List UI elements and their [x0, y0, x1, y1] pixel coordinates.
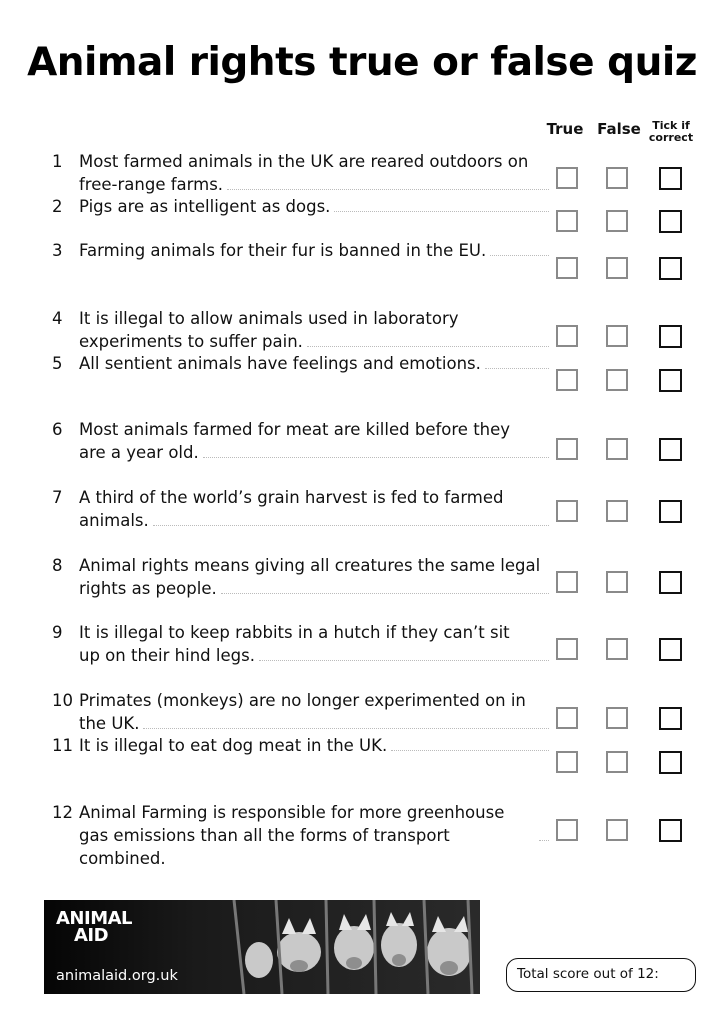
- question-text-line1: Most animals farmed for meat are killed before they: [79, 420, 511, 439]
- question-text: [79, 352, 549, 375]
- false-checkbox[interactable]: [606, 167, 628, 189]
- false-checkbox[interactable]: [606, 707, 628, 729]
- question-text-line2: [79, 577, 549, 600]
- question-number: 8: [52, 556, 63, 575]
- true-checkbox[interactable]: [556, 500, 578, 522]
- logo-line2: AID: [74, 925, 109, 946]
- question-number: 5: [52, 354, 63, 373]
- false-checkbox[interactable]: [606, 751, 628, 773]
- website-link[interactable]: animalaid.org.uk: [56, 968, 178, 984]
- question-text-line2-label: Farming animals for their fur is banned in the EU.: [79, 241, 487, 260]
- question-number: 10: [52, 691, 73, 710]
- false-checkbox[interactable]: [606, 571, 628, 593]
- correct-checkbox[interactable]: [659, 571, 682, 594]
- false-checkbox[interactable]: [606, 210, 628, 232]
- question-text: [79, 554, 549, 600]
- question-text-line2-label: animals.: [79, 511, 149, 530]
- correct-checkbox[interactable]: [659, 257, 682, 280]
- question-text-line1: Most farmed animals in the UK are reared outdoors on: [79, 152, 529, 171]
- question-text-line1: It is illegal to allow animals used in laboratory: [79, 309, 459, 328]
- question-text: [79, 689, 549, 735]
- question-text-line2: [79, 441, 549, 464]
- true-checkbox[interactable]: [556, 819, 578, 841]
- dotted-leader: [490, 254, 549, 256]
- question-text: [79, 486, 549, 532]
- true-checkbox[interactable]: [556, 707, 578, 729]
- question-text: [79, 150, 549, 196]
- question-text: [79, 239, 549, 262]
- correct-checkbox[interactable]: [659, 819, 682, 842]
- correct-checkbox[interactable]: [659, 638, 682, 661]
- tick-header-line2: correct: [648, 131, 694, 144]
- correct-checkbox[interactable]: [659, 325, 682, 348]
- true-column-header: True: [546, 120, 584, 138]
- question-text-line2-label: rights as people.: [79, 579, 217, 598]
- false-column-header: False: [597, 120, 641, 138]
- question-text-line2-label: free-range farms.: [79, 175, 224, 194]
- question-text: [79, 307, 549, 353]
- false-checkbox[interactable]: [606, 500, 628, 522]
- question-number: 6: [52, 420, 63, 439]
- question-number: 1: [52, 152, 63, 171]
- question-text-line1: Animal rights means giving all creatures the same legal: [79, 556, 541, 575]
- dotted-leader: [307, 345, 549, 347]
- true-checkbox[interactable]: [556, 438, 578, 460]
- question-text-line1: Animal Farming is responsible for more greenhouse: [79, 803, 505, 822]
- logo-line1: ANIMAL: [56, 908, 133, 929]
- question-text-line2-label: All sentient animals have feelings and emotions.: [79, 354, 481, 373]
- correct-checkbox[interactable]: [659, 369, 682, 392]
- question-text-line2-label: the UK.: [79, 714, 140, 733]
- dotted-leader: [391, 749, 549, 751]
- question-text-line2: [79, 712, 549, 735]
- correct-checkbox[interactable]: [659, 751, 682, 774]
- question-number: 12: [52, 803, 73, 822]
- question-text-line2: [79, 173, 549, 196]
- question-text-line2: [79, 734, 549, 757]
- false-checkbox[interactable]: [606, 438, 628, 460]
- true-checkbox[interactable]: [556, 257, 578, 279]
- false-checkbox[interactable]: [606, 257, 628, 279]
- question-text: [79, 801, 549, 870]
- question-text-line2-label: up on their hind legs.: [79, 646, 255, 665]
- dotted-leader: [203, 456, 549, 458]
- dotted-leader: [153, 524, 549, 526]
- correct-checkbox[interactable]: [659, 500, 682, 523]
- question-text-line2: [79, 824, 549, 870]
- question-text-line2: [79, 352, 549, 375]
- dotted-leader: [143, 727, 549, 729]
- question-text-line2-label: It is illegal to eat dog meat in the UK.: [79, 736, 388, 755]
- question-text-line1: A third of the world’s grain harvest is fed to farmed: [79, 488, 504, 507]
- question-text-line2: [79, 509, 549, 532]
- question-text-line1: Primates (monkeys) are no longer experimented on in: [79, 691, 526, 710]
- true-checkbox[interactable]: [556, 325, 578, 347]
- question-text-line2-label: are a year old.: [79, 443, 199, 462]
- question-text: [79, 734, 549, 757]
- question-number: 11: [52, 736, 73, 755]
- dotted-leader: [221, 592, 549, 594]
- question-number: 2: [52, 197, 63, 216]
- question-text: [79, 621, 549, 667]
- question-text-line2-label: experiments to suffer pain.: [79, 332, 303, 351]
- tick-column-header: [643, 120, 699, 144]
- question-number: 4: [52, 309, 63, 328]
- true-checkbox[interactable]: [556, 369, 578, 391]
- question-text-line2-label: Pigs are as intelligent as dogs.: [79, 197, 331, 216]
- dotted-leader: [334, 210, 549, 212]
- correct-checkbox[interactable]: [659, 438, 682, 461]
- question-number: 7: [52, 488, 63, 507]
- question-text-line2-label: gas emissions than all the forms of transport combined.: [79, 826, 450, 868]
- question-text-line2: [79, 330, 549, 353]
- total-score-box[interactable]: Total score out of 12:: [506, 958, 696, 992]
- question-text-line2: [79, 644, 549, 667]
- true-checkbox[interactable]: [556, 751, 578, 773]
- false-checkbox[interactable]: [606, 369, 628, 391]
- animal-aid-banner: [44, 900, 480, 994]
- true-checkbox[interactable]: [556, 638, 578, 660]
- true-checkbox[interactable]: [556, 210, 578, 232]
- true-checkbox[interactable]: [556, 571, 578, 593]
- dotted-leader: [259, 659, 549, 661]
- page-title: Animal rights true or false quiz: [27, 40, 697, 85]
- dotted-leader: [485, 367, 549, 369]
- question-text-line1: It is illegal to keep rabbits in a hutch if they can’t sit: [79, 623, 510, 642]
- false-checkbox[interactable]: [606, 819, 628, 841]
- false-checkbox[interactable]: [606, 325, 628, 347]
- animal-aid-logo: [56, 910, 132, 944]
- tick-header-line1: Tick if: [652, 119, 690, 132]
- question-text: [79, 195, 549, 218]
- dotted-leader: [539, 839, 549, 841]
- correct-checkbox[interactable]: [659, 210, 682, 233]
- question-number: 3: [52, 241, 63, 260]
- correct-checkbox[interactable]: [659, 167, 682, 190]
- dotted-leader: [227, 188, 549, 190]
- true-checkbox[interactable]: [556, 167, 578, 189]
- question-number: 9: [52, 623, 63, 642]
- question-text: [79, 418, 549, 464]
- false-checkbox[interactable]: [606, 638, 628, 660]
- question-text-line2: [79, 239, 549, 262]
- question-text-line2: [79, 195, 549, 218]
- correct-checkbox[interactable]: [659, 707, 682, 730]
